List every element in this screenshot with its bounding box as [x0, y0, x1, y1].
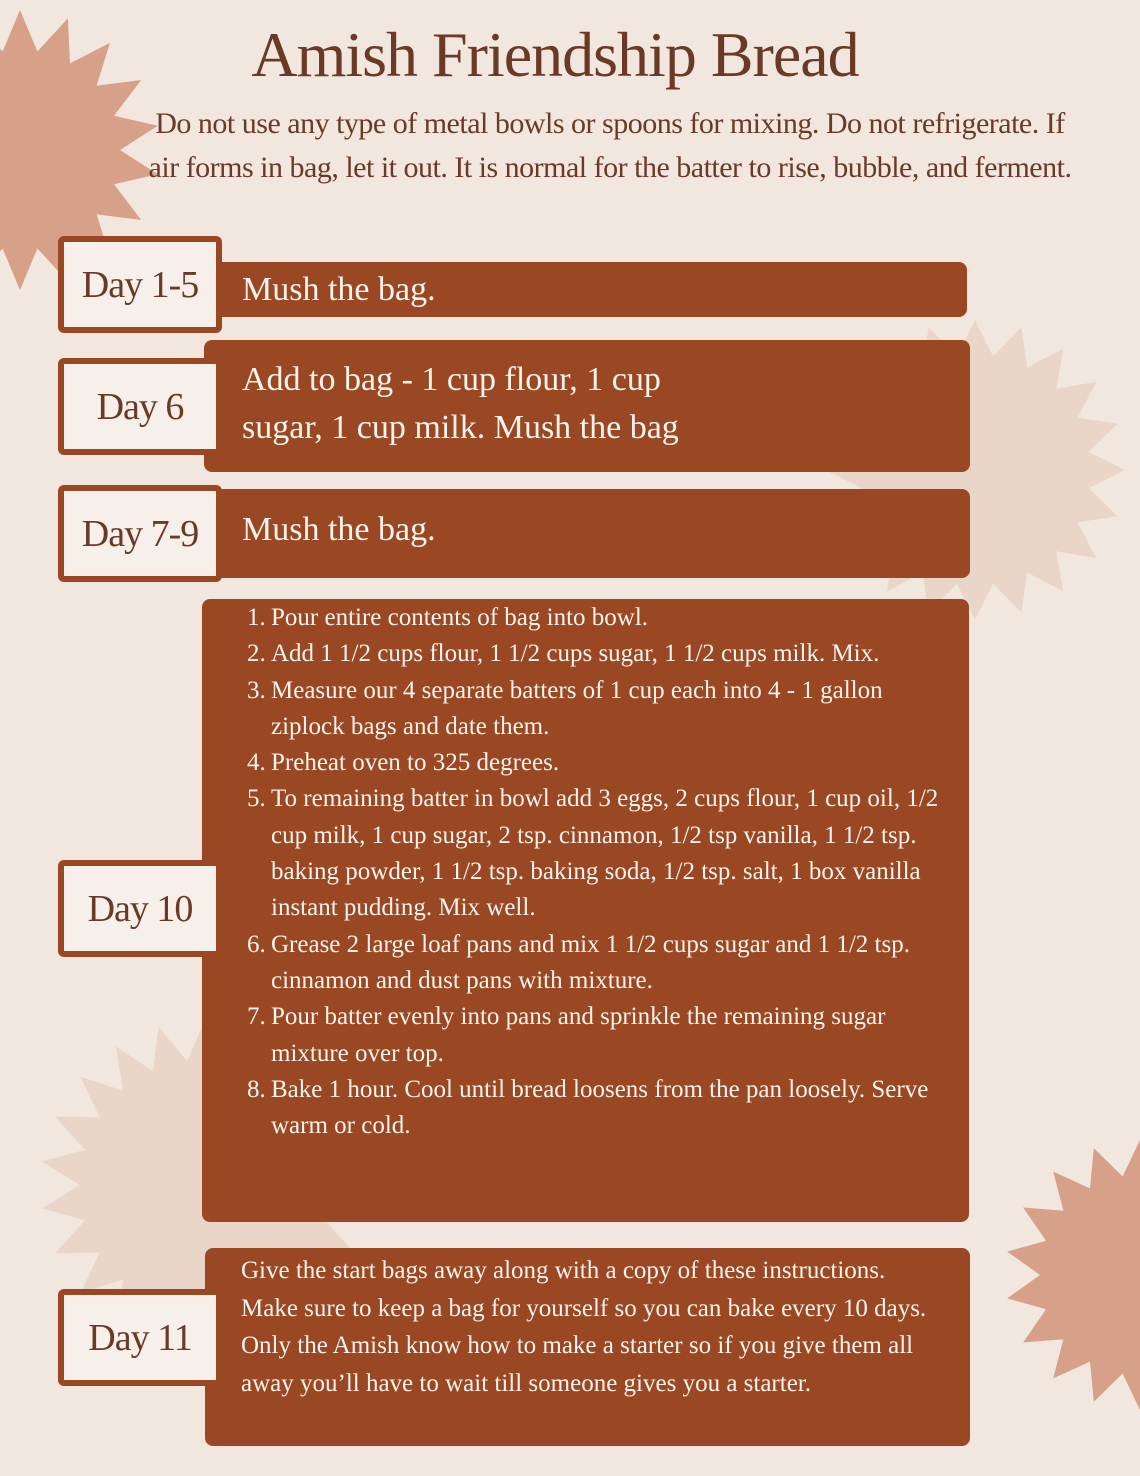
step-text: Grease 2 large loaf pans and mix 1 1/2 cups sugar and 1 1/2 tsp. cinnamon and dust pans with mixture.: [271, 930, 910, 994]
day-7-9-label: Day 7-9: [58, 485, 222, 582]
step-number: 7.: [247, 1003, 266, 1031]
day-11-panel: [205, 1248, 970, 1446]
step-item: [247, 999, 939, 1072]
day-6-panel: [204, 340, 970, 472]
step-text: Bake 1 hour. Cool until bread loosens from the pan loosely. Serve warm or cold.: [271, 1075, 929, 1140]
step-item: [247, 1072, 939, 1145]
day-10-label: Day 10: [58, 860, 222, 957]
day-1-5-label: Day 1-5: [58, 236, 222, 333]
day-6-text-line-2: sugar, 1 cup milk. Mush the bag: [242, 409, 679, 446]
day-1-5-text: Mush the bag.: [242, 271, 436, 308]
step-number: 6.: [247, 930, 266, 958]
step-number: 3.: [247, 676, 266, 704]
intro-text: Do not use any type of metal bowls or spoons for mixing. Do not refrigerate. If air forms in bag, let it out. It is normal for the batter to rise, bubble, and ferment.: [148, 107, 1072, 184]
step-item: [247, 927, 939, 1000]
step-number: 2.: [247, 640, 266, 668]
step-number: 1.: [247, 604, 266, 631]
step-text: Pour entire contents of bag into bowl.: [271, 604, 649, 631]
step-text: To remaining batter in bowl add 3 eggs, 2 cups flour, 1 cup oil, 1/2 cup milk, 1 cup sugar, 2 tsp. cinnamon, 1/2 tsp vanilla, 1 1/2 tsp. baking powder, 1 1/2 tsp. baking soda, 1/2 tsp. salt, 1 box vanilla instant pudding. Mix well.: [271, 785, 939, 922]
step-text: Measure our 4 separate batters of 1 cup each into 4 - 1 gallon ziplock bags and date them.: [271, 676, 883, 740]
day-11-text: Give the start bags away along with a copy of these instructions. Make sure to keep a bag for yourself so you can bake every 10 days. Only the Amish know how to make a starter so if you give them all away you’ll have to wait till someone gives you a starter.: [241, 1257, 927, 1397]
step-number: 4.: [247, 749, 266, 777]
starburst-shape: [1007, 1140, 1140, 1410]
step-text: Preheat oven to 325 degrees.: [271, 749, 560, 777]
day-6-label: Day 6: [58, 358, 222, 455]
step-item: [247, 781, 939, 926]
step-number: 5.: [247, 785, 266, 813]
page-title: Amish Friendship Bread: [251, 19, 859, 90]
day-1-5-panel: [212, 262, 967, 317]
step-item: [247, 673, 939, 746]
day-10-panel: [202, 599, 969, 1222]
step-number: 8.: [247, 1075, 266, 1103]
step-item: [247, 636, 939, 672]
step-text: Add 1 1/2 cups flour, 1 1/2 cups sugar, 1 1/2 cups milk. Mix.: [271, 640, 880, 668]
day-6-text-line-1: Add to bag - 1 cup flour, 1 cup: [242, 361, 661, 398]
step-item: [247, 745, 939, 781]
day-7-9-panel: [212, 489, 970, 578]
step-text: Pour batter evenly into pans and sprinkle the remaining sugar mixture over top.: [271, 1003, 886, 1067]
step-item: [247, 600, 939, 636]
day-11-label: Day 11: [58, 1289, 222, 1386]
day-7-9-text: Mush the bag.: [242, 511, 436, 548]
day-10-step-list: [247, 600, 939, 1144]
